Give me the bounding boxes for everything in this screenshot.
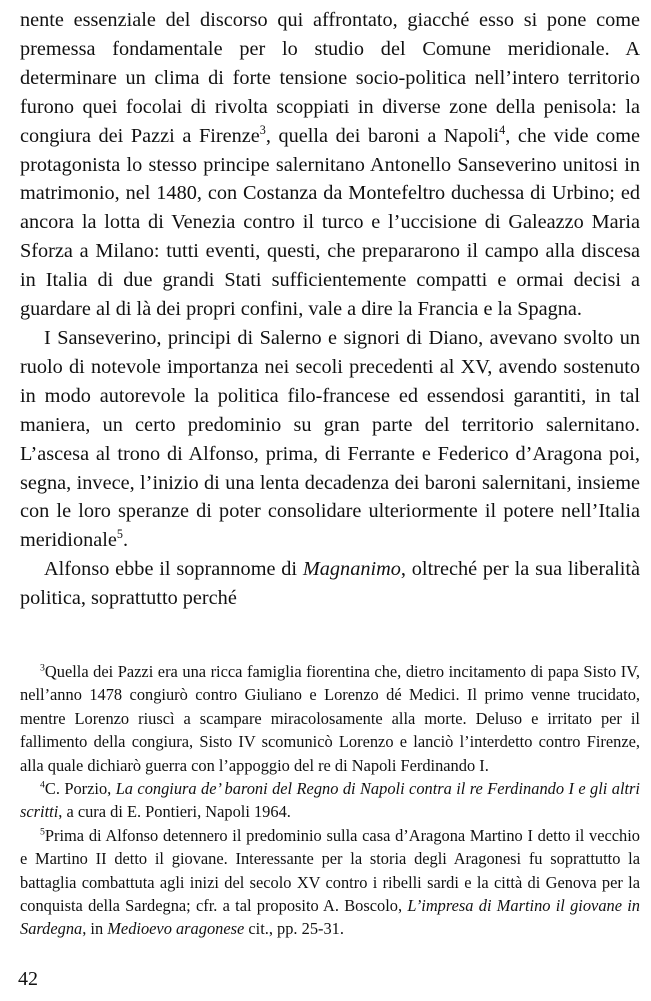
paragraph-1-text-b: , quella dei baroni a Napoli [265,124,500,147]
footnote-5 [20,824,640,941]
paragraph-2-text-b: . [122,529,129,552]
footnote-4 [20,777,640,824]
footnote-4-author: C. Porzio, [44,779,116,799]
footnote-ref-5: 5 [116,527,123,542]
paragraph-3-text-b: , oltreché per la sua liberalità politica, soprattutto perché [20,558,640,610]
footnote-ref-4: 4 [499,122,506,137]
main-text [20,6,640,613]
paragraph-1 [20,6,640,324]
footnote-5-text-b: , in [82,919,108,939]
paragraph-1-text-c: , che vide come protagonista lo stesso principe salernitano Antonello Sanseverino unitosi in matrimonio, nel 1480, con Costanza da Montefeltro duchessa di Urbino; ed ancora la lotta di Venezia contro il turco e l’uccisione di Galeazzo Maria Sforza a Milano: tutti eventi, questi, che prepararono il campo alla discesa in Italia di due grandi Stati sufficientemente compatti e ormai decisi a guardare al di là dei propri confini, vale a dire la Francia e la Spagna. [20,124,640,321]
footnote-3-text: Quella dei Pazzi era una ricca famiglia fiorentina che, dietro incitamento di papa Sisto IV, nell’anno 1478 congiurò contro Giuliano e Lorenzo dé Medici. Il primo venne trucidato, mentre Lorenzo riuscì a scampare miracolosamente alla morte. Deluso e irritato per il fallimento della congiura, Sisto IV scomunicò Lorenzo e lanciò l’interdetto contro Firenze, alla quale dichiarò guerra con l’appoggio del re di Napoli Ferdinando I. [20,662,640,775]
footnote-5-text-c: cit., pp. 25-31. [244,919,344,939]
footnote-3 [20,660,640,777]
paragraph-3 [20,555,640,613]
footnote-4-rest: , a cura di E. Pontieri, Napoli 1964. [58,802,291,822]
footnote-number-4: 4 [40,779,45,791]
footnote-4-title: La congiura de’ baroni del Regno di Napoli contra il re Ferdinando I e gli altri scritti [20,779,640,822]
paragraph-3-text-a: Alfonso ebbe il soprannome di [44,558,303,581]
footnote-number-3: 3 [40,662,45,674]
paragraph-2 [20,324,640,555]
paragraph-3-italic: Magnanimo [302,558,401,581]
paragraph-2-text-a: I Sanseverino, principi di Salerno e signori di Diano, avevano svolto un ruolo di notevole importanza nei secoli precedenti al XV, avendo sostenuto in modo autorevole la politica filo-francese ed essendosi garantiti, in tal maniera, un certo predominio su gran parte del territorio salernitano. L’ascesa al trono di Alfonso, prima, di Ferrante e Federico d’Aragona poi, segna, invece, l’inizio di una lenta decadenza dei baroni salernitani, insieme con le loro speranze di poter consolidare ulteriormente il potere nell’Italia meridionale [20,326,640,552]
footnotes [20,660,640,941]
page-number: 42 [18,968,38,990]
footnote-5-title-2: Medioevo aragonese [107,919,245,939]
footnote-5-title-1: L’impresa di Martino il giovane in Sardegna [20,896,640,939]
footnote-ref-3: 3 [259,122,266,137]
footnote-number-5: 5 [40,826,45,838]
paragraph-1-text-a: nente essenziale del discorso qui affrontato, giacché esso si pone come premessa fondamentale per lo studio del Comune meridionale. A determinare un clima di forte tensione socio-politica nell’intero territorio furono quei focolai di rivolta scoppiati in diverse zone della penisola: la congiura dei Pazzi a Firenze [20,9,640,147]
footnote-5-text-a: Prima di Alfonso detennero il predominio sulla casa d’Aragona Martino I detto il vecchio e Martino II detto il giovane. Interessante per la storia degli Aragonesi fu soprattutto la battaglia combattuta agli inizi del secolo XV contro i ribelli sardi e la città di Genova per la conquista della Sardegna; cfr. a tal proposito A. Boscolo, [20,825,640,916]
